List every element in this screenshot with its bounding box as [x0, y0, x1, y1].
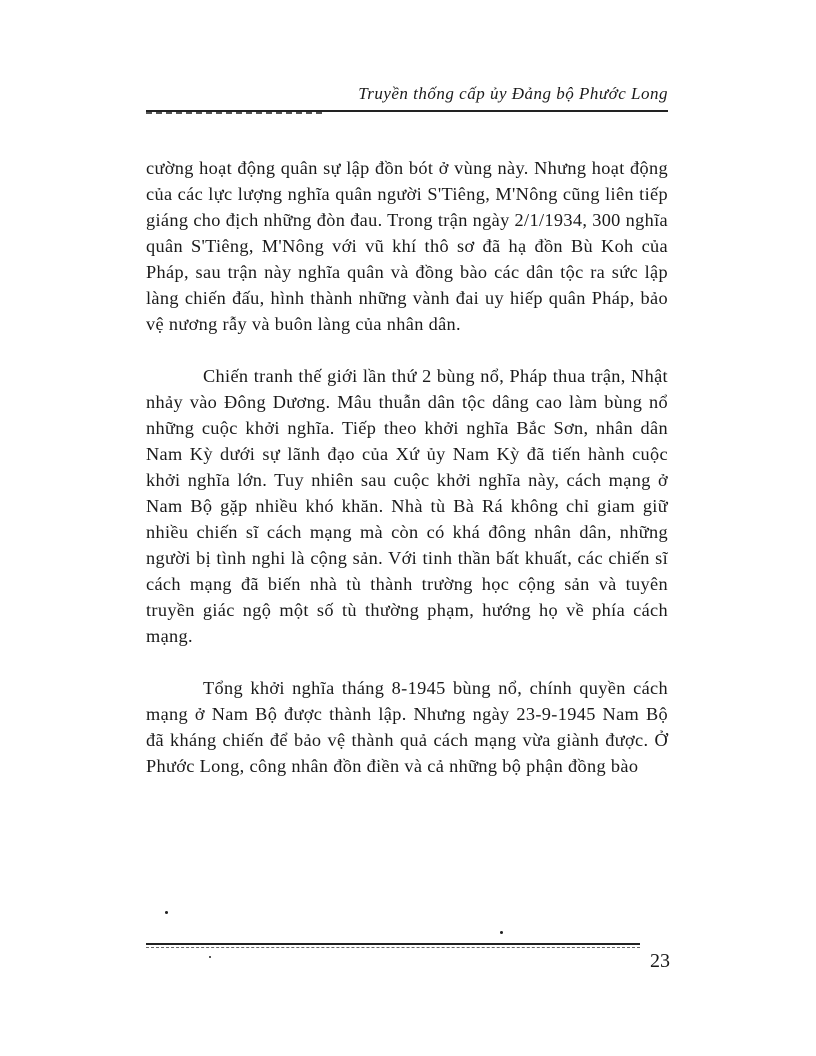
- body-text: [146, 155, 668, 779]
- paragraph-world-war: Chiến tranh thế giới lần thứ 2 bùng nổ, Pháp thua trận, Nhật nhảy vào Đông Dương. Mâu thuẫn dân tộc dâng cao làm bùng nổ những cuộc khởi nghĩa. Tiếp theo khởi nghĩa Bắc Sơn, nhân dân Nam Kỳ dưới sự lãnh đạo của Xứ ủy Nam Kỳ đã tiến hành cuộc khởi nghĩa lớn. Tuy nhiên sau cuộc khởi nghĩa này, cách mạng ở Nam Bộ gặp nhiều khó khăn. Nhà tù Bà Rá không chỉ giam giữ nhiều chiến sĩ cách mạng mà còn có khá đông nhân dân, những người bị tình nghi là cộng sản. Với tinh thần bất khuất, các chiến sĩ cách mạng đã biến nhà tù thành trường học cộng sản và tuyên truyền giác ngộ một số tù thường phạm, hướng họ về phía cách mạng.: [146, 366, 668, 646]
- running-header-title: Truyền thống cấp ủy Đảng bộ Phước Long: [358, 84, 668, 103]
- scan-speck: [209, 956, 211, 958]
- footer-rule-dashes: [146, 947, 640, 948]
- paragraph-general-uprising: Tổng khởi nghĩa tháng 8-1945 bùng nổ, chính quyền cách mạng ở Nam Bộ được thành lập. Nhưng ngày 23-9-1945 Nam Bộ đã kháng chiến để bảo vệ thành quả cách mạng vừa giành được. Ở Phước Long, công nhân đồn điền và cả những bộ phận đồng bào: [146, 678, 668, 776]
- paragraph-continuation: cường hoạt động quân sự lập đồn bót ở vùng này. Nhưng hoạt động của các lực lượng nghĩa quân người S'Tiêng, M'Nông cũng liên tiếp giáng cho địch những đòn đau. Trong trận ngày 2/1/1934, 300 nghĩa quân S'Tiêng, M'Nông với vũ khí thô sơ đã hạ đồn Bù Koh của Pháp, sau trận này nghĩa quân và đồng bào các dân tộc ra sức lập làng chiến đấu, hình thành những vành đai uy hiếp quân Pháp, bảo vệ nương rẫy và buôn làng của nhân dân.: [146, 158, 668, 334]
- scan-speck: [500, 931, 503, 934]
- footer-rule: [146, 943, 640, 945]
- page-number: 23: [650, 950, 670, 972]
- header-rule-dashes: [146, 112, 322, 114]
- scan-speck: [165, 911, 168, 914]
